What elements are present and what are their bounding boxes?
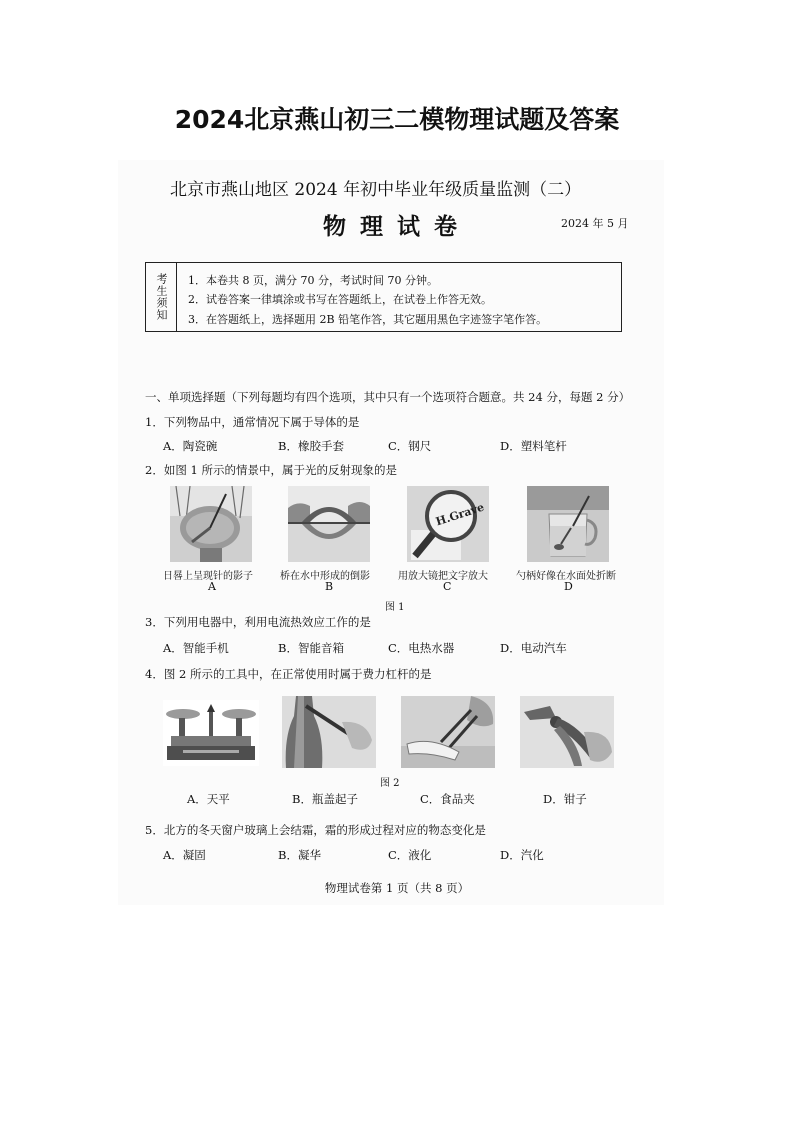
q2-caption-c: 用放大镜把文字放大: [398, 571, 488, 582]
q4-stem: 4．图 2 所示的工具中，在正常使用时属于费力杠杆的是: [145, 667, 432, 681]
q2-letter-b: B: [325, 580, 334, 593]
q4-option-b: B．瓶盖起子: [292, 792, 358, 806]
q3-stem: 3．下列用电器中，利用电流热效应工作的是: [145, 615, 371, 629]
q4-option-d: D．钳子: [543, 792, 587, 806]
balance-image: [163, 700, 259, 766]
magnifier-image: [407, 486, 489, 562]
q5-option-d: D．汽化: [500, 848, 544, 862]
figure-2-label: 图 2: [380, 778, 400, 789]
q3-option-a: A．智能手机: [163, 641, 229, 655]
q3-option-c: C．电热水器: [388, 641, 455, 655]
q5-option-b: B．凝华: [278, 848, 321, 862]
magnifier-text: H.Grave: [434, 500, 486, 529]
q3-option-b: B．智能音箱: [278, 641, 344, 655]
q2-letter-c: C: [443, 580, 452, 593]
figure-1-label: 图 1: [385, 602, 405, 613]
q5-option-c: C．液化: [388, 848, 432, 862]
sundial-image: [170, 486, 252, 562]
bridge-reflection-image: [288, 486, 370, 562]
notice-heading: 考生须知: [155, 273, 168, 321]
q3-option-d: D．电动汽车: [500, 641, 567, 655]
q5-option-a: A．凝固: [163, 848, 206, 862]
main-title: 2024北京燕山初三二模物理试题及答案: [174, 105, 620, 134]
exam-title: 北京市燕山地区 2024 年初中毕业年级质量监测（二）: [170, 180, 582, 200]
q5-stem: 5．北方的冬天窗户玻璃上会结霜，霜的形成过程对应的物态变化是: [145, 823, 486, 837]
food-tongs-image: [401, 696, 495, 768]
notice-item-3: 3．在答题纸上，选择题用 2B 铅笔作答，其它题用黑色字迹签字笔作答。: [188, 313, 548, 326]
q1-option-c: C．钢尺: [388, 439, 432, 453]
page-footer: 物理试卷第 1 页（共 8 页）: [324, 881, 470, 895]
bottle-opener-image: [282, 696, 376, 768]
q2-letter-a: A: [208, 580, 216, 593]
notice-heading-cell: [146, 263, 177, 331]
notice-box: [145, 262, 622, 332]
q1-option-a: A．陶瓷碗: [163, 439, 218, 453]
paper-title: 物理试卷: [323, 213, 471, 240]
q1-option-b: B．橡胶手套: [278, 439, 344, 453]
pliers-image: [520, 696, 614, 768]
q2-caption-b: 桥在水中形成的倒影: [280, 571, 370, 582]
paper-date: 2024 年 5 月: [561, 217, 629, 230]
q1-option-d: D．塑料笔杆: [500, 439, 567, 453]
notice-item-2: 2．试卷答案一律填涂或书写在答题纸上，在试卷上作答无效。: [188, 293, 492, 306]
q4-option-c: C．食品夹: [420, 792, 475, 806]
q2-caption-a: 日晷上呈现针的影子: [163, 571, 253, 582]
q4-option-a: A．天平: [187, 792, 230, 806]
q2-letter-d: D: [564, 580, 573, 593]
section-title: 一、单项选择题（下列每题均有四个选项，其中只有一个选项符合题意。共 24 分，每题 2 分）: [145, 390, 631, 404]
notice-item-1: 1．本卷共 8 页，满分 70 分，考试时间 70 分钟。: [188, 274, 438, 287]
spoon-glass-image: [527, 486, 609, 562]
q2-stem: 2．如图 1 所示的情景中，属于光的反射现象的是: [145, 463, 397, 477]
q2-caption-d: 勺柄好像在水面处折断: [516, 571, 616, 582]
q1-stem: 1．下列物品中，通常情况下属于导体的是: [145, 415, 360, 429]
